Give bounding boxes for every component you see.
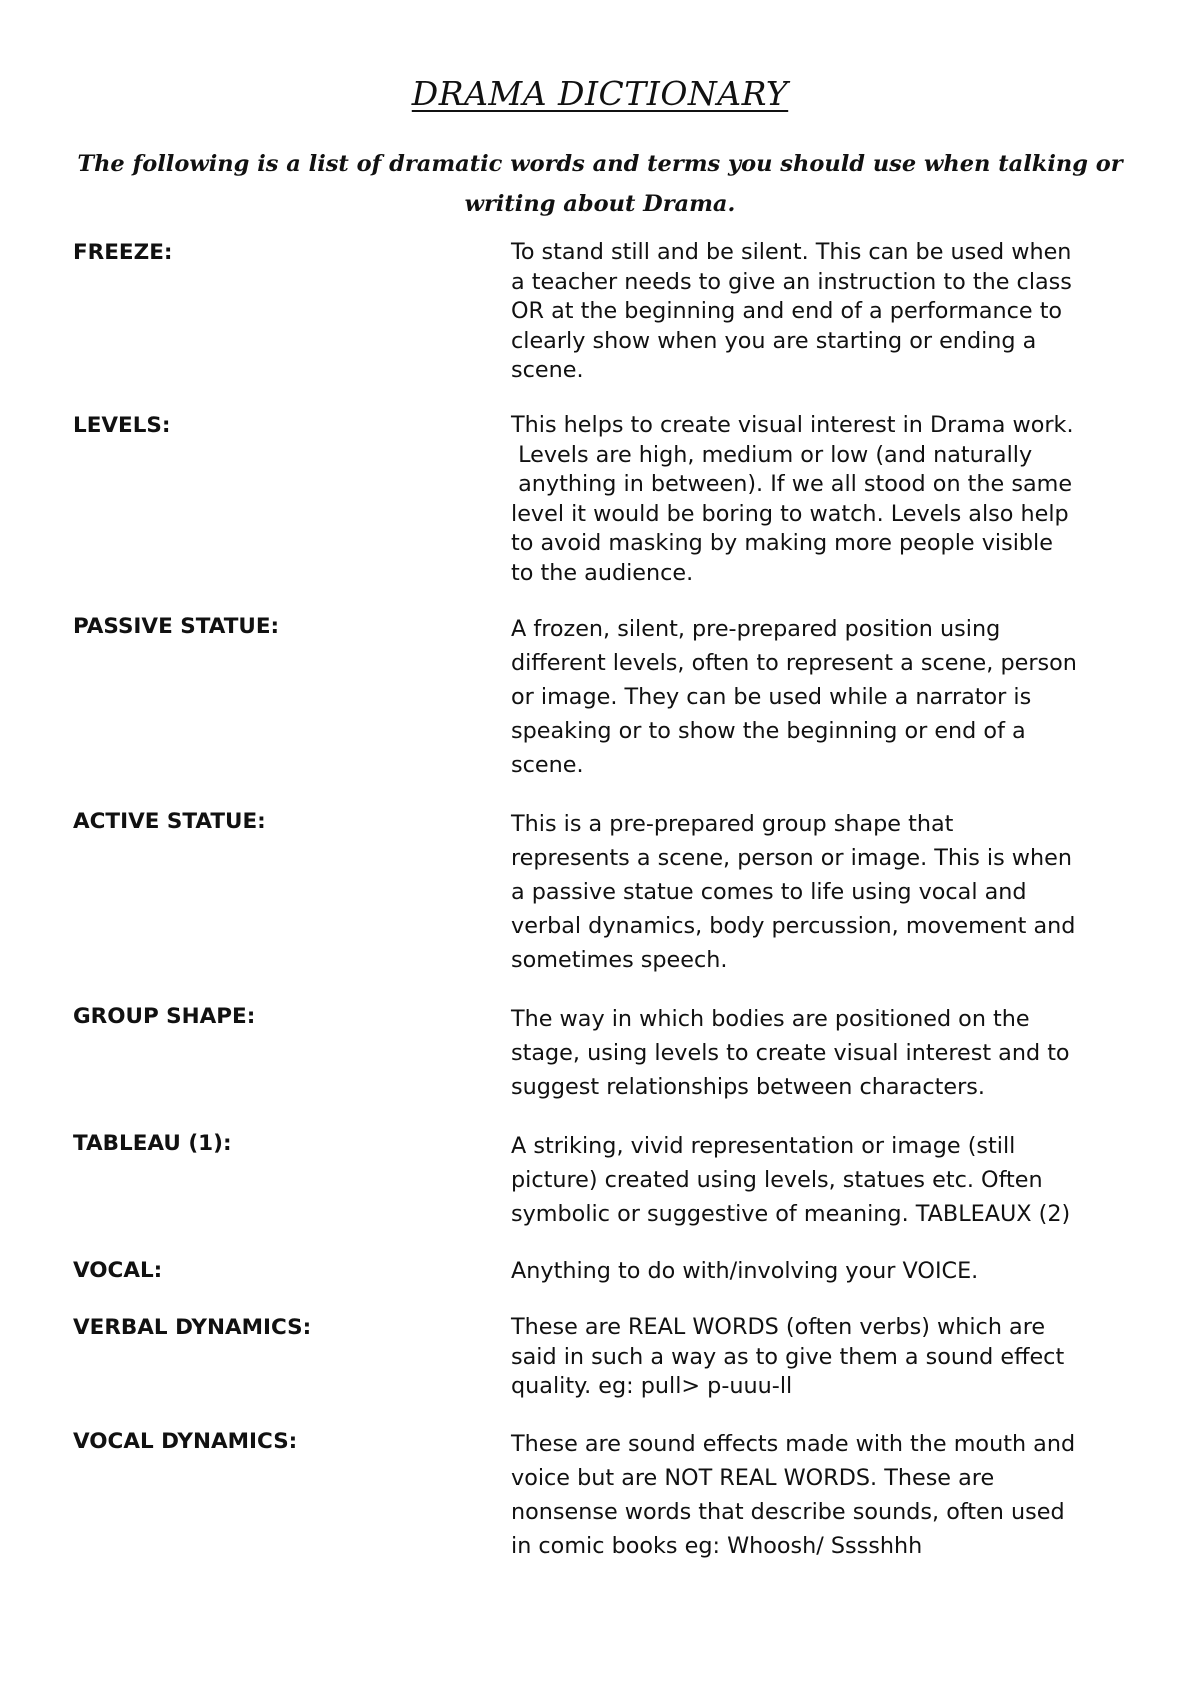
definition-line: stage, using levels to create visual interest and to bbox=[511, 1040, 1070, 1066]
definition-line: clearly show when you are starting or ending a bbox=[511, 327, 1037, 354]
definition-line: A striking, vivid representation or image (still bbox=[511, 1133, 1016, 1159]
entry-term: LEVELS: bbox=[73, 413, 171, 438]
definition-line: verbal dynamics, body percussion, movement and bbox=[511, 913, 1076, 939]
definition-line: To stand still and be silent. This can be used when bbox=[511, 239, 1072, 265]
definition-line: said in such a way as to give them a sound effect bbox=[511, 1343, 1065, 1370]
definition-line: or image. They can be used while a narrator is bbox=[511, 684, 1032, 710]
definition-line: scene. bbox=[511, 752, 584, 778]
entry-term: VOCAL DYNAMICS: bbox=[73, 1429, 298, 1454]
entry-definition bbox=[511, 807, 1141, 977]
entry-definition bbox=[511, 411, 1141, 588]
entry-definition bbox=[511, 1256, 1141, 1286]
entry-term: GROUP SHAPE: bbox=[73, 1004, 256, 1029]
definition-line: symbolic or suggestive of meaning. TABLEAUX (2) bbox=[511, 1201, 1071, 1227]
definition-line: The way in which bodies are positioned on the bbox=[511, 1006, 1030, 1032]
entry-definition bbox=[511, 1427, 1141, 1563]
definition-line: level it would be boring to watch. Levels also help bbox=[511, 500, 1069, 527]
entry-definition bbox=[511, 1002, 1141, 1104]
entry-definition bbox=[511, 1129, 1141, 1231]
definition-line: picture) created using levels, statues etc. Often bbox=[511, 1167, 1043, 1193]
definition-line: nonsense words that describe sounds, often used bbox=[511, 1499, 1065, 1525]
intro-text: The following is a list of dramatic words and terms you should use when talking or writing about Drama. bbox=[77, 151, 1123, 217]
definition-line: voice but are NOT REAL WORDS. These are bbox=[511, 1465, 995, 1491]
entry-term: ACTIVE STATUE: bbox=[73, 809, 266, 834]
entry-term: VOCAL: bbox=[73, 1258, 163, 1283]
definition-line: quality. eg: pull> p-uuu-ll bbox=[511, 1373, 793, 1399]
definition-line: A frozen, silent, pre-prepared position using bbox=[511, 616, 1001, 642]
definition-line: OR at the beginning and end of a performance to bbox=[511, 298, 1063, 324]
definition-line: This is a pre-prepared group shape that bbox=[511, 811, 954, 837]
definition-line: different levels, often to represent a scene, person bbox=[511, 650, 1077, 676]
definition-line: These are sound effects made with the mouth and bbox=[511, 1431, 1076, 1457]
definition-line: speaking or to show the beginning or end of a bbox=[511, 718, 1026, 744]
entry-term: FREEZE: bbox=[73, 240, 173, 265]
entry-term: VERBAL DYNAMICS: bbox=[73, 1315, 312, 1340]
entry-term: PASSIVE STATUE: bbox=[73, 614, 280, 639]
definition-line: anything in between). If we all stood on the same bbox=[511, 471, 1073, 497]
definition-line: This helps to create visual interest in Drama work. bbox=[511, 412, 1074, 438]
definition-line: These are REAL WORDS (often verbs) which are bbox=[511, 1314, 1046, 1340]
definition-line: sometimes speech. bbox=[511, 947, 728, 973]
entry-definition bbox=[511, 238, 1141, 386]
definition-line: represents a scene, person or image. This is when bbox=[511, 845, 1073, 871]
definition-line: a teacher needs to give an instruction to the class bbox=[511, 268, 1072, 295]
definition-line: to the audience. bbox=[511, 559, 694, 586]
definition-line: in comic books eg: Whoosh/ Sssshhh bbox=[511, 1533, 923, 1559]
definition-line: scene. bbox=[511, 357, 584, 383]
document-title: DRAMA DICTIONARY bbox=[411, 74, 789, 113]
entry-definition bbox=[511, 612, 1141, 782]
definition-line: Levels are high, medium or low (and naturally bbox=[511, 441, 1033, 468]
definition-line: to avoid masking by making more people visible bbox=[511, 530, 1053, 556]
entry-definition bbox=[511, 1313, 1141, 1402]
definition-line: a passive statue comes to life using vocal and bbox=[511, 879, 1027, 905]
entry-term: TABLEAU (1): bbox=[73, 1131, 232, 1156]
definition-line: Anything to do with/involving your VOICE. bbox=[511, 1258, 979, 1284]
definition-line: suggest relationships between characters. bbox=[511, 1074, 985, 1100]
